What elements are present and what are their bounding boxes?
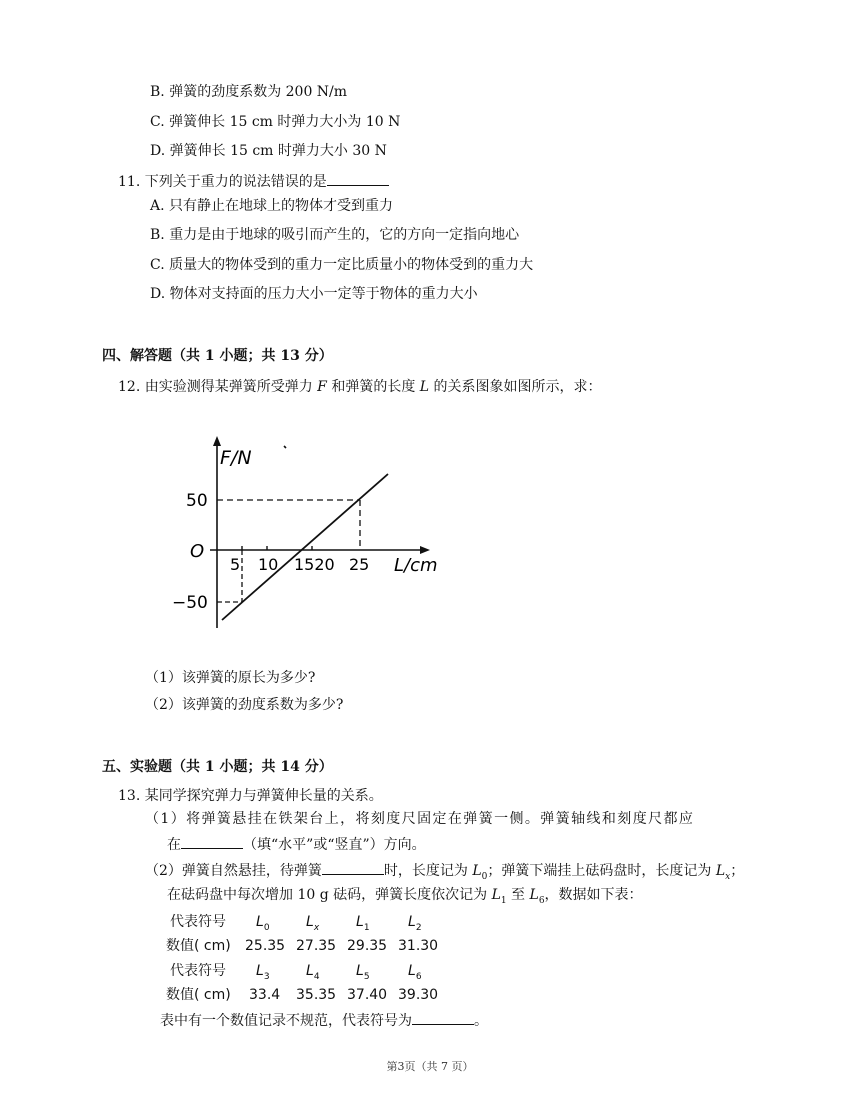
- q13-conclusion-text: 表中有一个数值记录不规范，代表符号为: [160, 1013, 412, 1029]
- q13-part2-blank: [322, 860, 384, 875]
- page-footer: 第3页（共 7 页）: [386, 1060, 474, 1073]
- x-axis-arrow: [420, 546, 430, 554]
- q12-stem-c: 的关系图象如图所示，求：: [429, 379, 602, 395]
- x-tick-label-25: 25: [349, 555, 370, 574]
- table-symbol-l3: $L_3$: [256, 963, 270, 982]
- table-value-label-1: 数值( cm): [166, 938, 231, 954]
- q10-option-c: C. 弹簧伸长 15 cm 时弹力大小为 10 N: [150, 114, 401, 130]
- q11-stem-text: 11. 下列关于重力的说法错误的是: [118, 174, 327, 190]
- force-length-graph: [160, 430, 460, 640]
- table-symbol-l1: $L_1$: [356, 914, 370, 933]
- q13-part2-a: （2）弹簧自然悬挂，待弹簧: [145, 863, 322, 879]
- q11-option-c: C. 质量大的物体受到的重力一定比质量小的物体受到的重力大: [150, 257, 534, 273]
- q11-stem: [118, 171, 389, 192]
- symbol-l6: $L_6$: [529, 887, 545, 906]
- q12-stem-b: 和弹簧的长度: [326, 379, 420, 395]
- q12-stem: [118, 377, 602, 397]
- stray-mark: [284, 446, 286, 448]
- q11-answer-blank: [327, 171, 389, 186]
- table-value-l5: 37.40: [347, 987, 388, 1003]
- section5-heading: 五、实验题（共 1 小题；共 14 分）: [102, 759, 333, 775]
- q11-option-d: D. 物体对支持面的压力大小一定等于物体的重力大小: [150, 286, 478, 302]
- table-value-l4: 35.35: [296, 987, 337, 1003]
- q13-part1-a: 在: [167, 837, 181, 853]
- table-value-l2: 31.30: [398, 938, 439, 954]
- data-line: [222, 474, 388, 620]
- origin-label: O: [190, 541, 205, 562]
- table-value-lx: 27.35: [296, 938, 337, 954]
- q13-part2-e: 在砝码盘中每次增加 10 g 砝码，弹簧长度依次记为: [167, 887, 492, 903]
- q10-option-d: D. 弹簧伸长 15 cm 时弹力大小 30 N: [150, 143, 387, 159]
- table-value-l1: 29.35: [347, 938, 388, 954]
- table-value-l0: 25.35: [245, 938, 286, 954]
- table-value-l6: 39.30: [398, 987, 439, 1003]
- q12-var-f: F: [317, 379, 327, 395]
- q13-part2-b: 时，长度记为: [383, 863, 473, 879]
- q13-conclusion-end: 。: [474, 1013, 488, 1029]
- x-tick-label-5: 5: [230, 555, 241, 574]
- table-value-label-2: 数值( cm): [166, 987, 231, 1003]
- symbol-l1: $L_1$: [491, 887, 507, 906]
- table-value-l3: 33.4: [249, 987, 281, 1003]
- y-tick-label-neg50: −50: [172, 593, 208, 613]
- q12-stem-a: 12. 由实验测得某弹簧所受弹力: [118, 379, 318, 395]
- x-tick-label-1520: 1520: [294, 555, 335, 574]
- q13-part2-g: ，数据如下表：: [544, 887, 643, 903]
- table-symbol-l6: $L_6$: [408, 963, 422, 982]
- x-axis-label: L/cm: [394, 555, 438, 576]
- section4-heading: 四、解答题（共 1 小题；共 13 分）: [102, 348, 333, 364]
- q13-part1-line1: （1）将弹簧悬挂在铁架台上，将刻度尺固定在弹簧一侧。弹簧轴线和刻度尺都应: [145, 811, 695, 827]
- symbol-lx: $L_x$: [715, 863, 731, 882]
- table-symbol-l0: $L_0$: [256, 914, 270, 933]
- y-axis-label: F/N: [220, 447, 252, 469]
- table-symbol-l2: $L_2$: [408, 914, 422, 933]
- table-header-label-2: 代表符号: [170, 963, 226, 979]
- q13-part2-line1: [145, 860, 744, 887]
- table-symbol-lx: $L_x$: [306, 914, 320, 933]
- y-axis-arrow: [213, 436, 221, 446]
- q13-part1-b: （填“水平”或“竖直”）方向。: [243, 837, 426, 853]
- symbol-l0: $L_0$: [472, 863, 488, 882]
- q12-sub2: （2）该弹簧的劲度系数为多少?: [145, 697, 344, 713]
- table-header-label-1: 代表符号: [170, 914, 226, 930]
- q13-part1-blank: [181, 834, 243, 849]
- y-tick-label-50: 50: [186, 491, 208, 511]
- q12-var-l: L: [419, 379, 430, 395]
- table-symbol-l5: $L_5$: [356, 963, 370, 982]
- q13-conclusion-blank: [412, 1010, 474, 1025]
- q11-option-a: A. 只有静止在地球上的物体才受到重力: [150, 198, 394, 214]
- q12-sub1: （1）该弹簧的原长为多少?: [145, 670, 316, 686]
- q13-part1-line2: [167, 834, 426, 855]
- q13-part2-d: ；: [730, 863, 745, 879]
- q13-part2-line2: [167, 885, 643, 911]
- table-symbol-l4: $L_4$: [306, 963, 320, 982]
- x-tick-label-10: 10: [258, 555, 279, 574]
- q13-stem: 13. 某同学探究弹力与弹簧伸长量的关系。: [118, 788, 383, 804]
- q13-conclusion: [160, 1010, 488, 1031]
- q11-option-b: B. 重力是由于地球的吸引而产生的，它的方向一定指向地心: [150, 227, 520, 243]
- q13-part2-c: ；弹簧下端挂上砝码盘时，长度记为: [487, 863, 716, 879]
- q13-part2-f: 至: [506, 887, 530, 903]
- q10-option-b: B. 弹簧的劲度系数为 200 N/m: [150, 84, 348, 100]
